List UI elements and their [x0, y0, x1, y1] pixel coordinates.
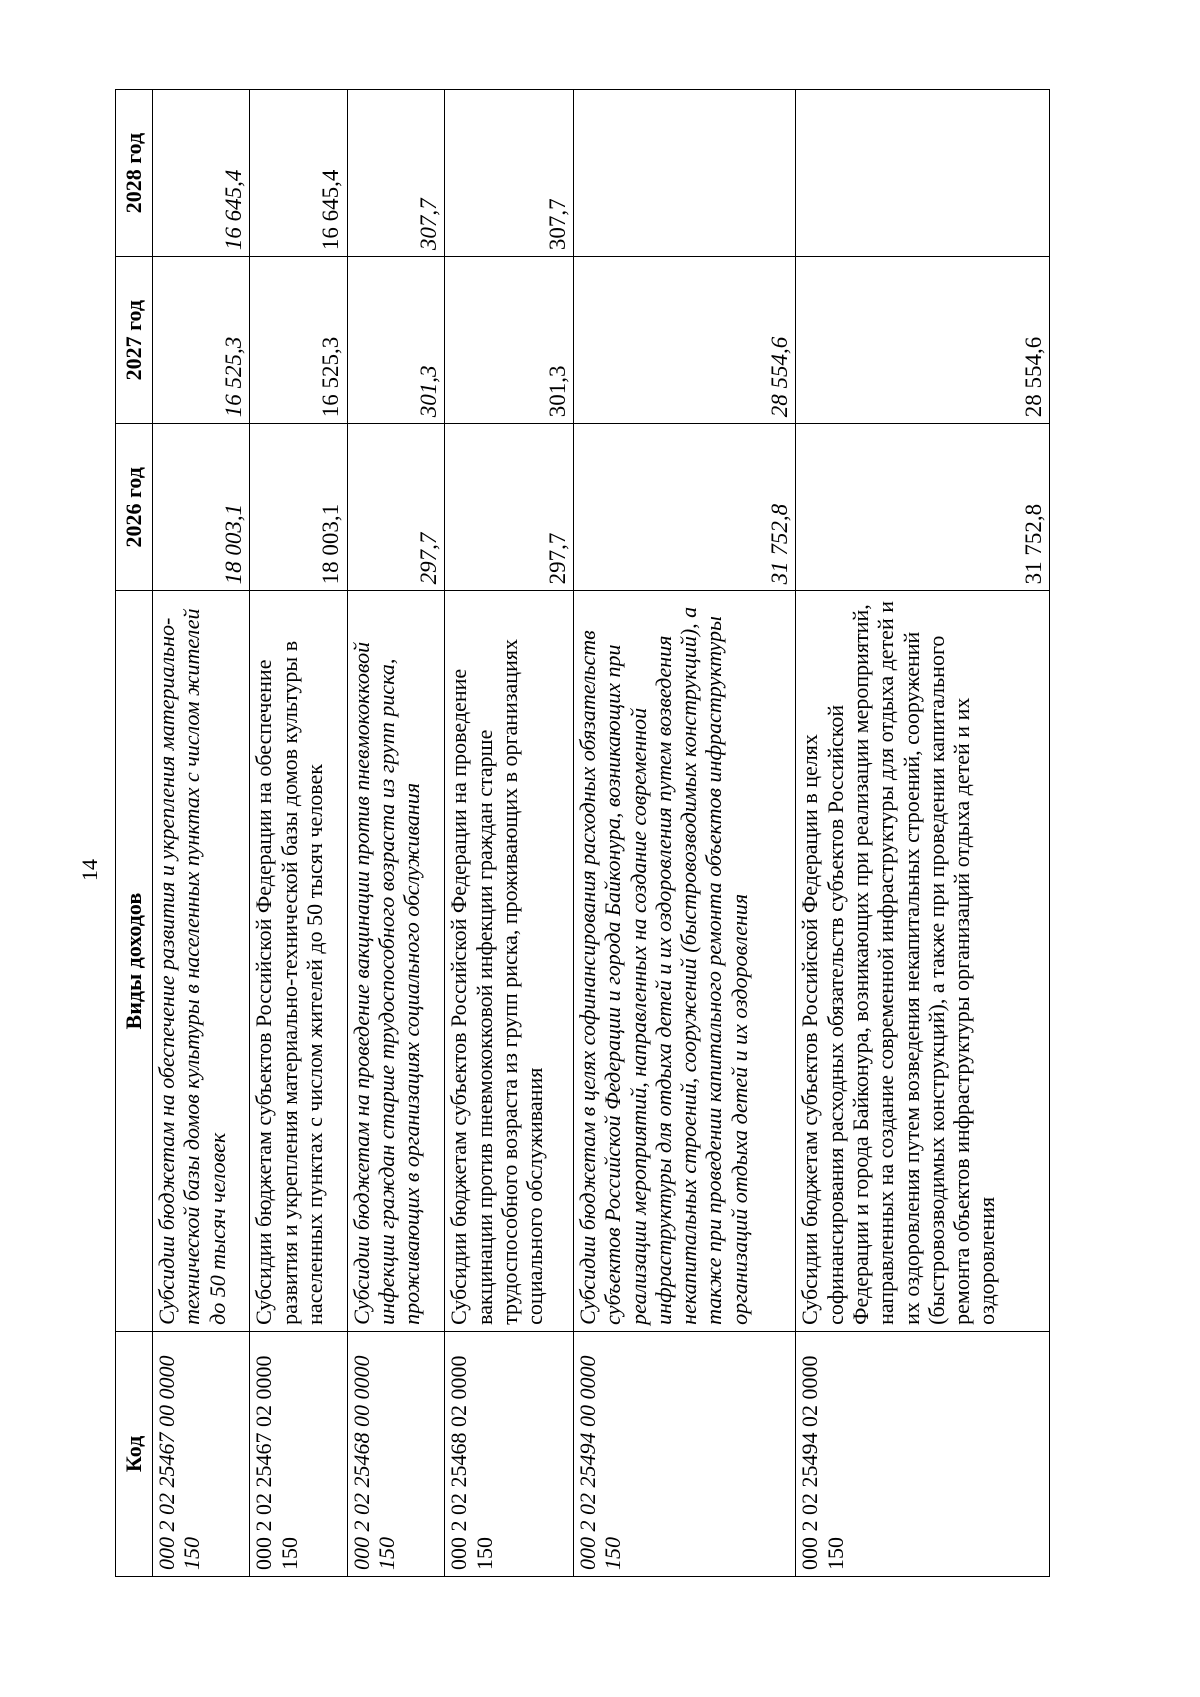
row-value-2027: 301,3 — [445, 257, 574, 424]
header-2027: 2027 год — [116, 257, 153, 424]
row-value-2026: 297,7 — [445, 424, 574, 591]
row-value-2028: 307,7 — [445, 90, 574, 257]
row-code: 000 2 02 25467 00 0000 150 — [153, 1331, 250, 1576]
row-value-2028 — [796, 90, 1050, 257]
row-description: Субсидии бюджетам субъектов Российской Федерации в целях софинансирования расходных обязательств субъектов Российской Федерации и города Байконура, возникающих при реализации мероприятий, направленных на создание современной инфраструктуры для отдыха детей и их оздоровления путем возведения некапитальных строений, сооружений (быстровозводимых конструкций), а также при проведении капитального ремонта объектов инфраструктуры организаций отдыха детей и их оздоровления — [796, 591, 1050, 1331]
row-value-2027: 301,3 — [347, 257, 444, 424]
table-row — [153, 90, 250, 1577]
header-2028: 2028 год — [116, 90, 153, 257]
row-value-2027: 28 554,6 — [796, 257, 1050, 424]
row-description: Субсидии бюджетам субъектов Российской Федерации на проведение вакцинации против пневмококковой инфекции граждан старше трудоспособного возраста из групп риска, проживающих в организациях социального обслуживания — [445, 591, 574, 1331]
table-row — [573, 90, 795, 1577]
row-value-2028: 16 645,4 — [153, 90, 250, 257]
page-number: 14 — [77, 859, 102, 881]
row-code: 000 2 02 25494 02 0000 150 — [796, 1331, 1050, 1576]
header-revenue-type: Виды доходов — [116, 591, 153, 1331]
row-description: Субсидии бюджетам на проведение вакцинации против пневмококковой инфекции граждан старше трудоспособного возраста из групп риска, проживающих в организациях социального обслуживания — [347, 591, 444, 1331]
table-row — [445, 90, 574, 1577]
row-value-2026: 18 003,1 — [153, 424, 250, 591]
table-header-row — [116, 90, 153, 1577]
row-value-2026: 18 003,1 — [250, 424, 347, 591]
table-row — [347, 90, 444, 1577]
row-value-2026: 31 752,8 — [796, 424, 1050, 591]
row-value-2028: 307,7 — [347, 90, 444, 257]
row-description: Субсидии бюджетам в целях софинансирования расходных обязательств субъектов Российской Федерации и города Байконура, возникающих при реализации мероприятий, направленных на создание современной инфраструктуры для отдыха детей и их оздоровления путем возведения некапитальных строений, сооружений (быстровозводимых конструкций), а также при проведении капитального ремонта объектов инфраструктуры организаций отдыха детей и их оздоровления — [573, 591, 795, 1331]
row-value-2028 — [573, 90, 795, 257]
revenue-table — [115, 89, 1050, 1577]
rotated-table-container — [115, 89, 1050, 1577]
table-row — [796, 90, 1050, 1577]
row-code: 000 2 02 25468 02 0000 150 — [445, 1331, 574, 1576]
row-value-2026: 31 752,8 — [573, 424, 795, 591]
row-value-2026: 297,7 — [347, 424, 444, 591]
row-code: 000 2 02 25467 02 0000 150 — [250, 1331, 347, 1576]
header-2026: 2026 год — [116, 424, 153, 591]
header-code: Код — [116, 1331, 153, 1576]
row-value-2028: 16 645,4 — [250, 90, 347, 257]
row-description: Субсидии бюджетам субъектов Российской Федерации на обеспечение развития и укрепления материально-технической базы домов культуры в населенных пунктах с числом жителей до 50 тысяч человек — [250, 591, 347, 1331]
row-value-2027: 16 525,3 — [153, 257, 250, 424]
row-code: 000 2 02 25468 00 0000 150 — [347, 1331, 444, 1576]
row-value-2027: 16 525,3 — [250, 257, 347, 424]
row-code: 000 2 02 25494 00 0000 150 — [573, 1331, 795, 1576]
row-description: Субсидии бюджетам на обеспечение развития и укрепления материально-технической базы домов культуры в населенных пунктах с числом жителей до 50 тысяч человек — [153, 591, 250, 1331]
table-row — [250, 90, 347, 1577]
row-value-2027: 28 554,6 — [573, 257, 795, 424]
